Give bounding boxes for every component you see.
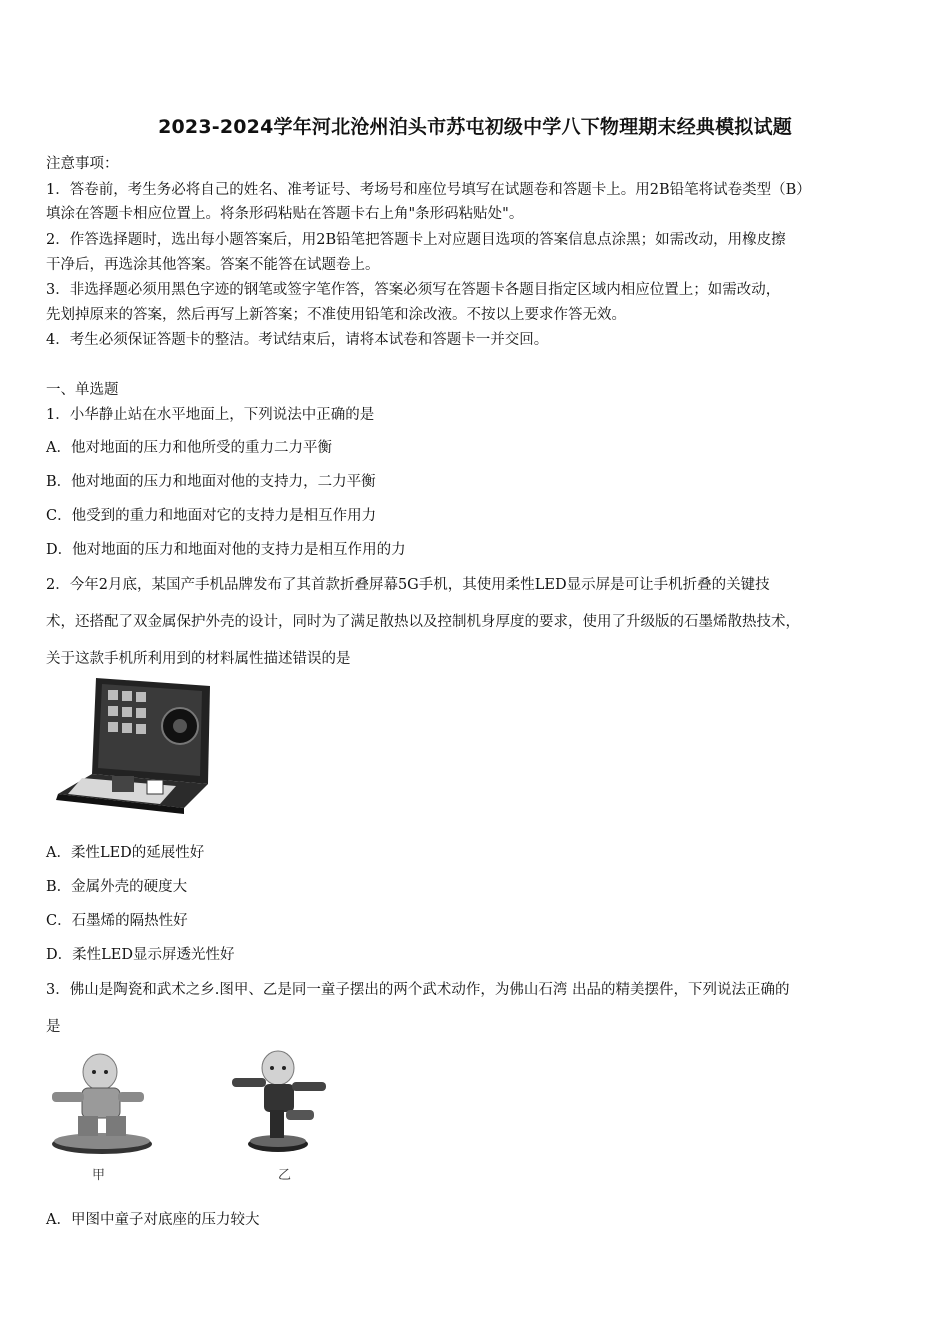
- notice-line: 先划掉原来的答案，然后再写上新答案；不准使用铅笔和涂改液。不按以上要求作答无效。: [46, 307, 626, 323]
- section-heading: 一、单选题: [46, 382, 119, 398]
- question-stem: 2．今年2月底，某国产手机品牌发布了其首款折叠屏幕5G手机，其使用柔性LED显示屏是可让手机折叠的关键技: [46, 577, 770, 593]
- notice-line: 填涂在答题卡相应位置上。将条形码粘贴在答题卡右上角"条形码粘贴处"。: [46, 206, 524, 222]
- question-stem: 术，还搭配了双金属保护外壳的设计，同时为了满足散热以及控制机身厚度的要求，使用了升级版的石墨烯散热技术，: [46, 614, 800, 630]
- page-title: 2023-2024学年河北沧州泊头市苏屯初级中学八下物理期末经典模拟试题: [158, 116, 792, 138]
- notice-heading: 注意事项：: [46, 156, 119, 172]
- folding-phone-figure: [52, 676, 218, 818]
- figure-caption-b: 乙: [278, 1168, 292, 1183]
- option-d: D．柔性LED显示屏透光性好: [46, 947, 235, 963]
- option-a: A．柔性LED的延展性好: [46, 845, 205, 861]
- notice-line: 4．考生必须保证答题卡的整洁。考试结束后，请将本试卷和答题卡一并交回。: [46, 332, 549, 348]
- notice-line: 2．作答选择题时，选出每小题答案后，用2B铅笔把答题卡上对应题目选项的答案信息点涂黑；如需改动，用橡皮擦: [46, 232, 786, 248]
- kungfu-boy-figure-a: [44, 1052, 154, 1162]
- option-b: B．他对地面的压力和地面对他的支持力，二力平衡: [46, 474, 376, 490]
- option-a: A．他对地面的压力和他所受的重力二力平衡: [46, 440, 332, 456]
- notice-line: 1．答卷前，考生务必将自己的姓名、准考证号、考场号和座位号填写在试题卷和答题卡上。用2B铅笔将试卷类型（B）: [46, 182, 811, 198]
- question-stem: 关于这款手机所利用到的材料属性描述错误的是: [46, 651, 351, 667]
- notice-line: 干净后，再选涂其他答案。答案不能答在试题卷上。: [46, 257, 380, 273]
- option-a: A．甲图中童子对底座的压力较大: [46, 1212, 260, 1228]
- option-b: B．金属外壳的硬度大: [46, 879, 188, 895]
- option-c: C．他受到的重力和地面对它的支持力是相互作用力: [46, 508, 377, 524]
- notice-line: 3．非选择题必须用黑色字迹的钢笔或签字笔作答，答案必须写在答题卡各题目指定区域内相应位置上；如需改动，: [46, 282, 781, 298]
- figure-caption-a: 甲: [92, 1168, 106, 1183]
- option-c: C．石墨烯的隔热性好: [46, 913, 188, 929]
- question-stem: 1．小华静止站在水平地面上，下列说法中正确的是: [46, 407, 375, 423]
- question-stem: 是: [46, 1019, 61, 1035]
- question-stem: 3．佛山是陶瓷和武术之乡.图甲、乙是同一童子摆出的两个武术动作，为佛山石湾 出品的精美摆件，下列说法正确的: [46, 982, 790, 998]
- option-d: D．他对地面的压力和地面对他的支持力是相互作用的力: [46, 542, 406, 558]
- kungfu-boy-figure-b: [228, 1048, 334, 1160]
